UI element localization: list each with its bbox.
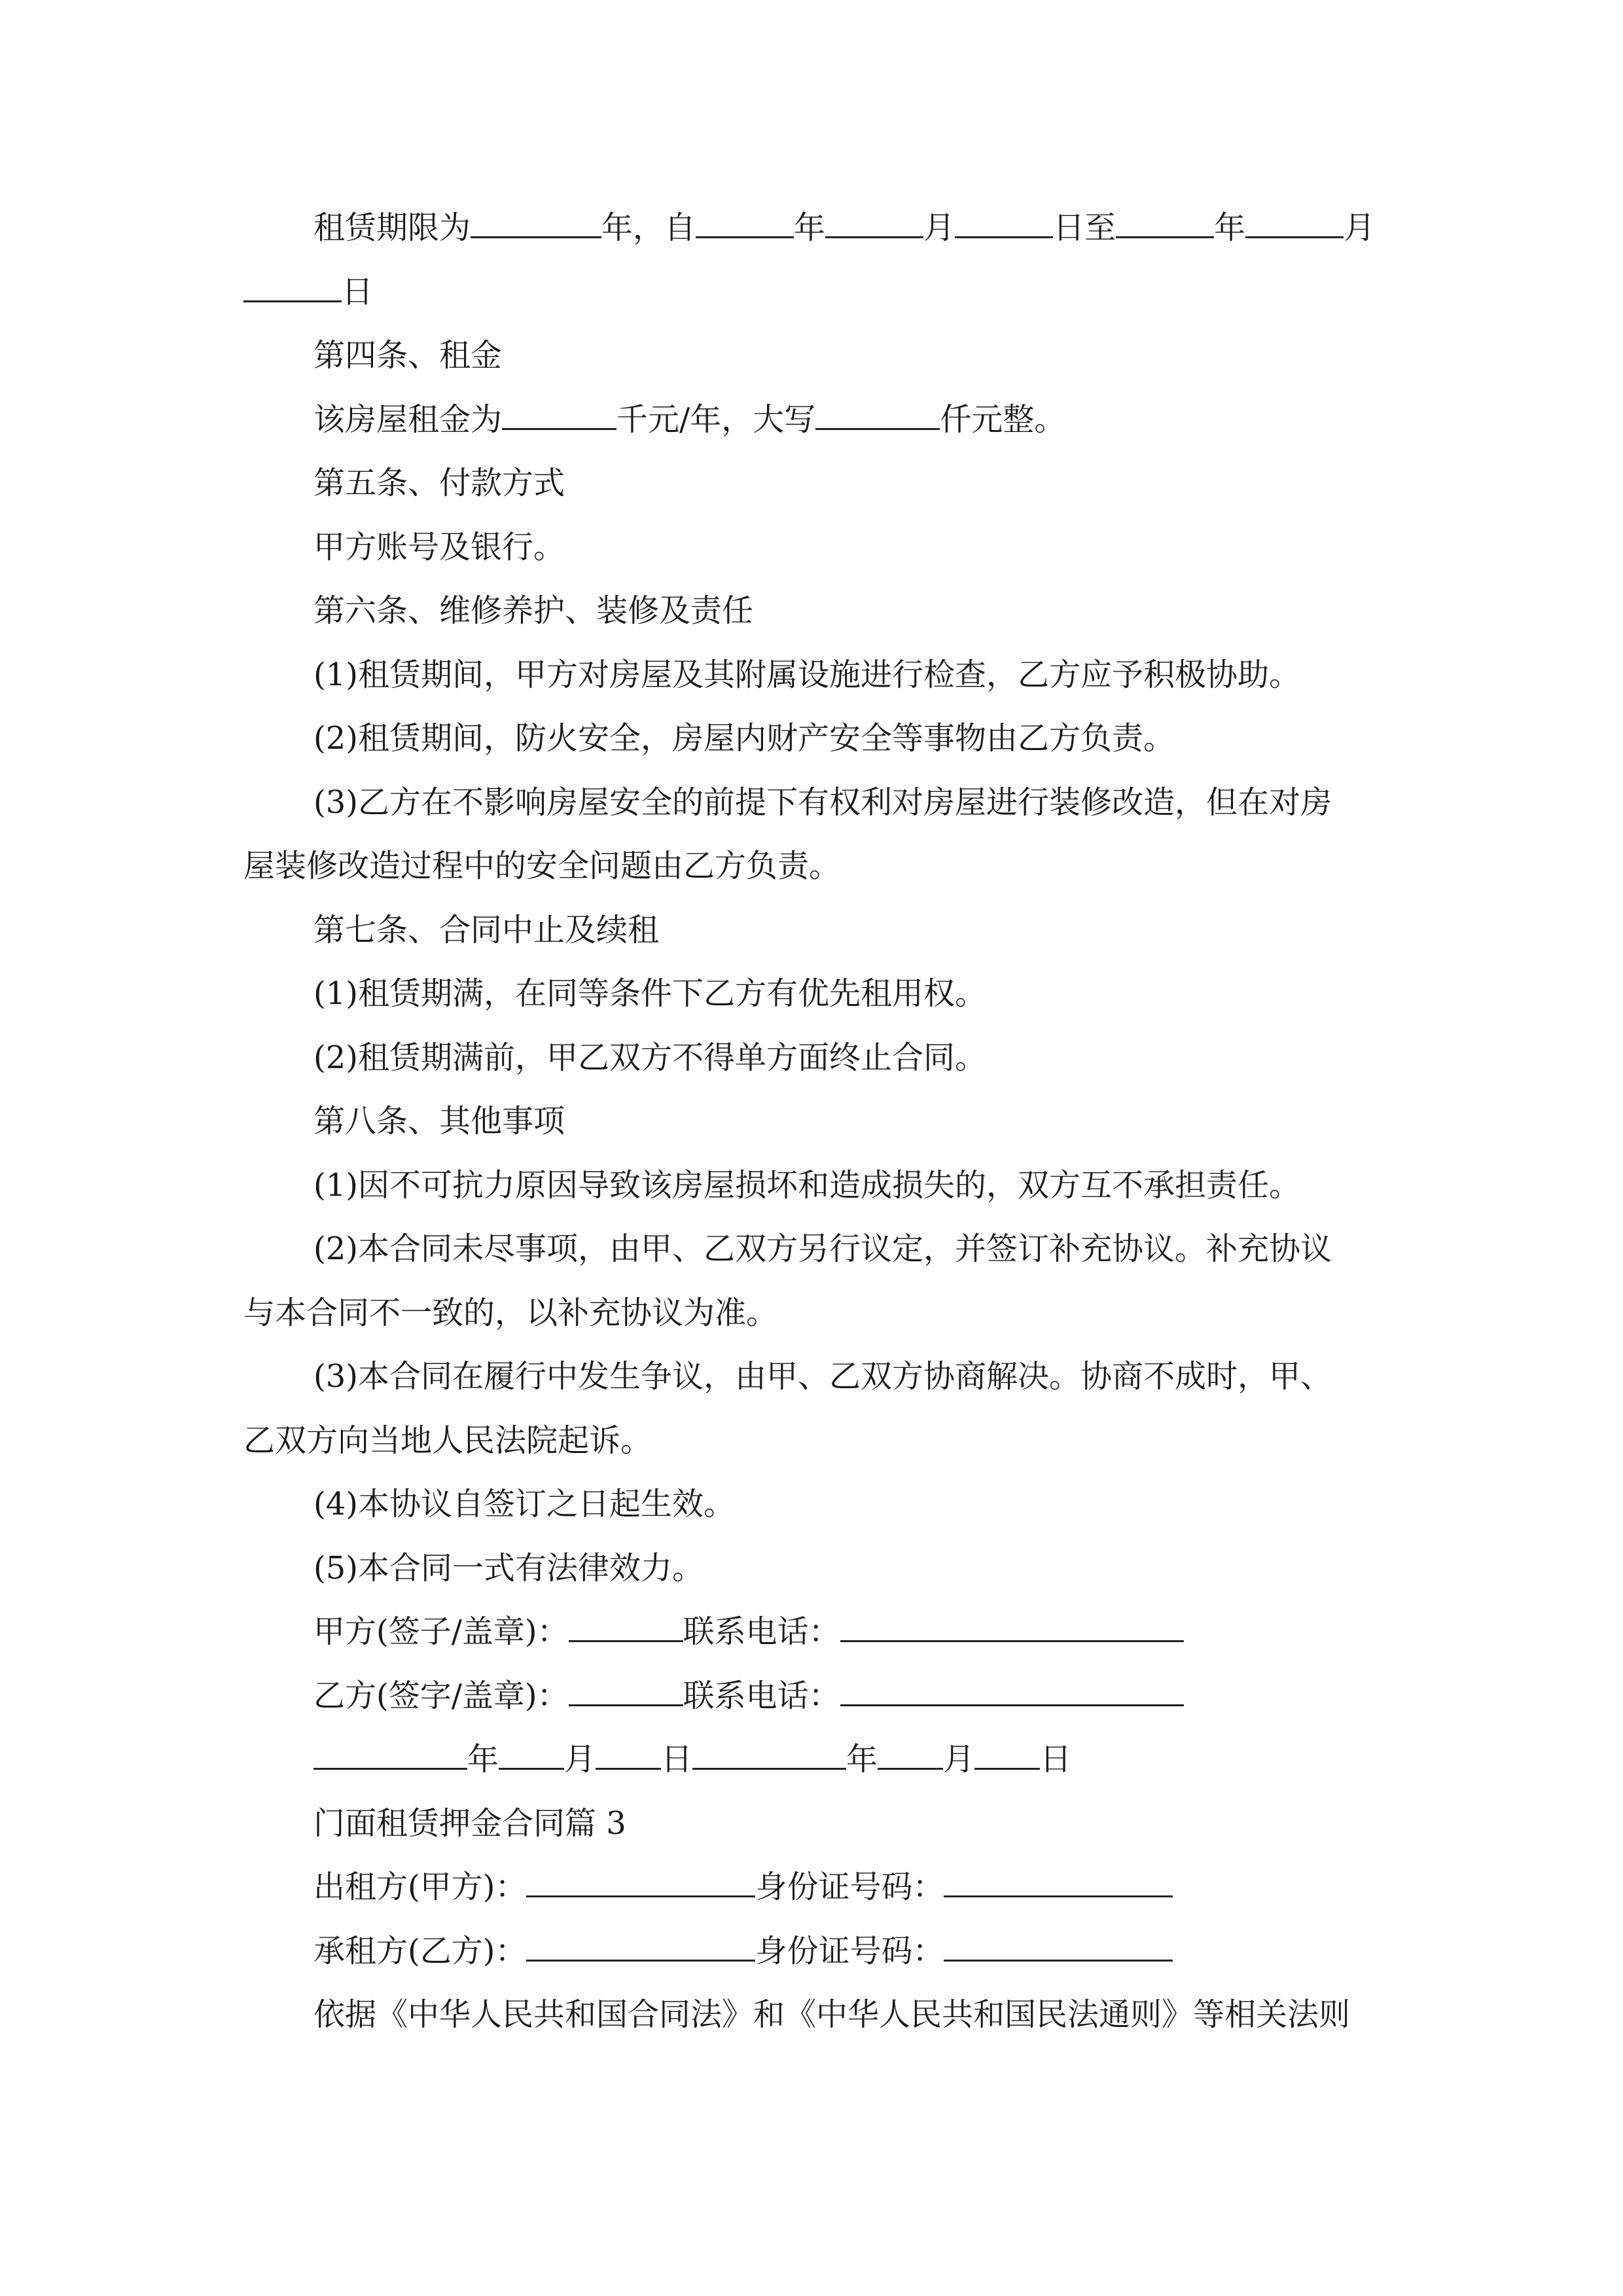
lessee-id-blank[interactable]: [944, 1931, 1173, 1962]
end-month-blank[interactable]: [1245, 207, 1344, 238]
party-a-signature-line: 甲方(签子/盖章)： 联系电话：: [243, 1600, 1382, 1664]
article-5-title: 第五条、付款方式: [313, 465, 565, 501]
lease-term-line-2: 日: [243, 260, 1382, 325]
date-a-day-blank[interactable]: [596, 1739, 661, 1770]
article-6-item-2: (2)租赁期间，防火安全，房屋内财产安全等事物由乙方负责。: [313, 720, 1175, 757]
party-a-phone-blank[interactable]: [840, 1611, 1184, 1642]
article-8-item-2-cont: 与本合同不一致的，以补充协议为准。: [243, 1294, 778, 1331]
article-8-item-4: (4)本协议自签订之日起生效。: [313, 1486, 735, 1522]
article-7-item-2: (2)租赁期满前，甲乙双方不得单方面终止合同。: [313, 1039, 986, 1076]
party-b-phone-blank[interactable]: [840, 1676, 1184, 1706]
article-8-title: 第八条、其他事项: [313, 1103, 565, 1139]
article-5-text: 甲方账号及银行。: [313, 528, 565, 565]
article-7-item-1: (1)租赁期满，在同等条件下乙方有优先租用权。: [313, 975, 986, 1012]
article-8-item-1: (1)因不可抗力原因导致该房屋损坏和造成损失的，双方互不承担责任。: [313, 1166, 1300, 1204]
date-b-month-blank[interactable]: [878, 1739, 943, 1770]
lessor-name-blank[interactable]: [526, 1867, 755, 1897]
article-7-title: 第七条、合同中止及续租: [313, 911, 660, 948]
lessor-id-blank[interactable]: [944, 1867, 1173, 1897]
article-6-item-3-cont: 屋装修改造过程中的安全问题由乙方负责。: [243, 848, 841, 884]
party-b-signature-line: 乙方(签字/盖章)： 联系电话：: [243, 1664, 1382, 1729]
signing-date-line: 年 月 日 年 月 日: [243, 1728, 1382, 1792]
party-b-signature-blank[interactable]: [569, 1676, 683, 1706]
lessee-line: 承租方(乙方)： 身份证号码：: [243, 1920, 1382, 1984]
date-b-year-blank[interactable]: [692, 1739, 846, 1770]
end-day-blank[interactable]: [243, 272, 342, 302]
article-6-item-1: (1)租赁期间，甲方对房屋及其附属设施进行检查，乙方应予积极协助。: [313, 656, 1300, 693]
date-a-year-blank[interactable]: [313, 1739, 467, 1770]
date-b-day-blank[interactable]: [974, 1739, 1040, 1770]
start-day-blank[interactable]: [955, 207, 1053, 238]
lessor-line: 出租方(甲方)： 身份证号码：: [243, 1856, 1382, 1920]
rent-uppercase-blank[interactable]: [815, 399, 940, 430]
start-month-blank[interactable]: [825, 207, 923, 238]
article-4-title: 第四条、租金: [313, 337, 503, 374]
rent-line: 该房屋租金为 千元/年，大写 仟元整。: [243, 388, 1382, 452]
document-body: [243, 196, 1382, 2047]
party-a-signature-blank[interactable]: [569, 1611, 683, 1642]
article-6-item-3: (3)乙方在不影响房屋安全的前提下有权利对房屋进行装修改造，但在对房: [313, 783, 1332, 821]
rent-amount-blank[interactable]: [502, 399, 616, 430]
term-years-blank[interactable]: [471, 207, 601, 238]
article-6-title: 第六条、维修养护、装修及责任: [313, 592, 754, 629]
article-8-item-3: (3)本合同在履行中发生争议，由甲、乙双方协商解决。协商不成时，甲、: [313, 1358, 1332, 1395]
lease-term-line: 租赁期限为 年，自 年 月 日至 年 月: [243, 196, 1382, 260]
start-year-blank[interactable]: [696, 207, 794, 238]
next-contract-title: 门面租赁押金合同篇 3: [313, 1804, 626, 1842]
end-year-blank[interactable]: [1116, 207, 1214, 238]
lessee-name-blank[interactable]: [526, 1931, 755, 1962]
legal-basis-line: 依据《中华人民共和国合同法》和《中华人民共和国民法通则》等相关法则: [313, 1996, 1351, 2033]
article-8-item-2: (2)本合同未尽事项，由甲、乙双方另行议定，并签订补充协议。补充协议: [313, 1230, 1332, 1267]
article-8-item-3-cont: 乙双方向当地人民法院起诉。: [243, 1422, 652, 1459]
article-8-item-5: (5)本合同一式有法律效力。: [313, 1549, 704, 1587]
date-a-month-blank[interactable]: [499, 1739, 564, 1770]
